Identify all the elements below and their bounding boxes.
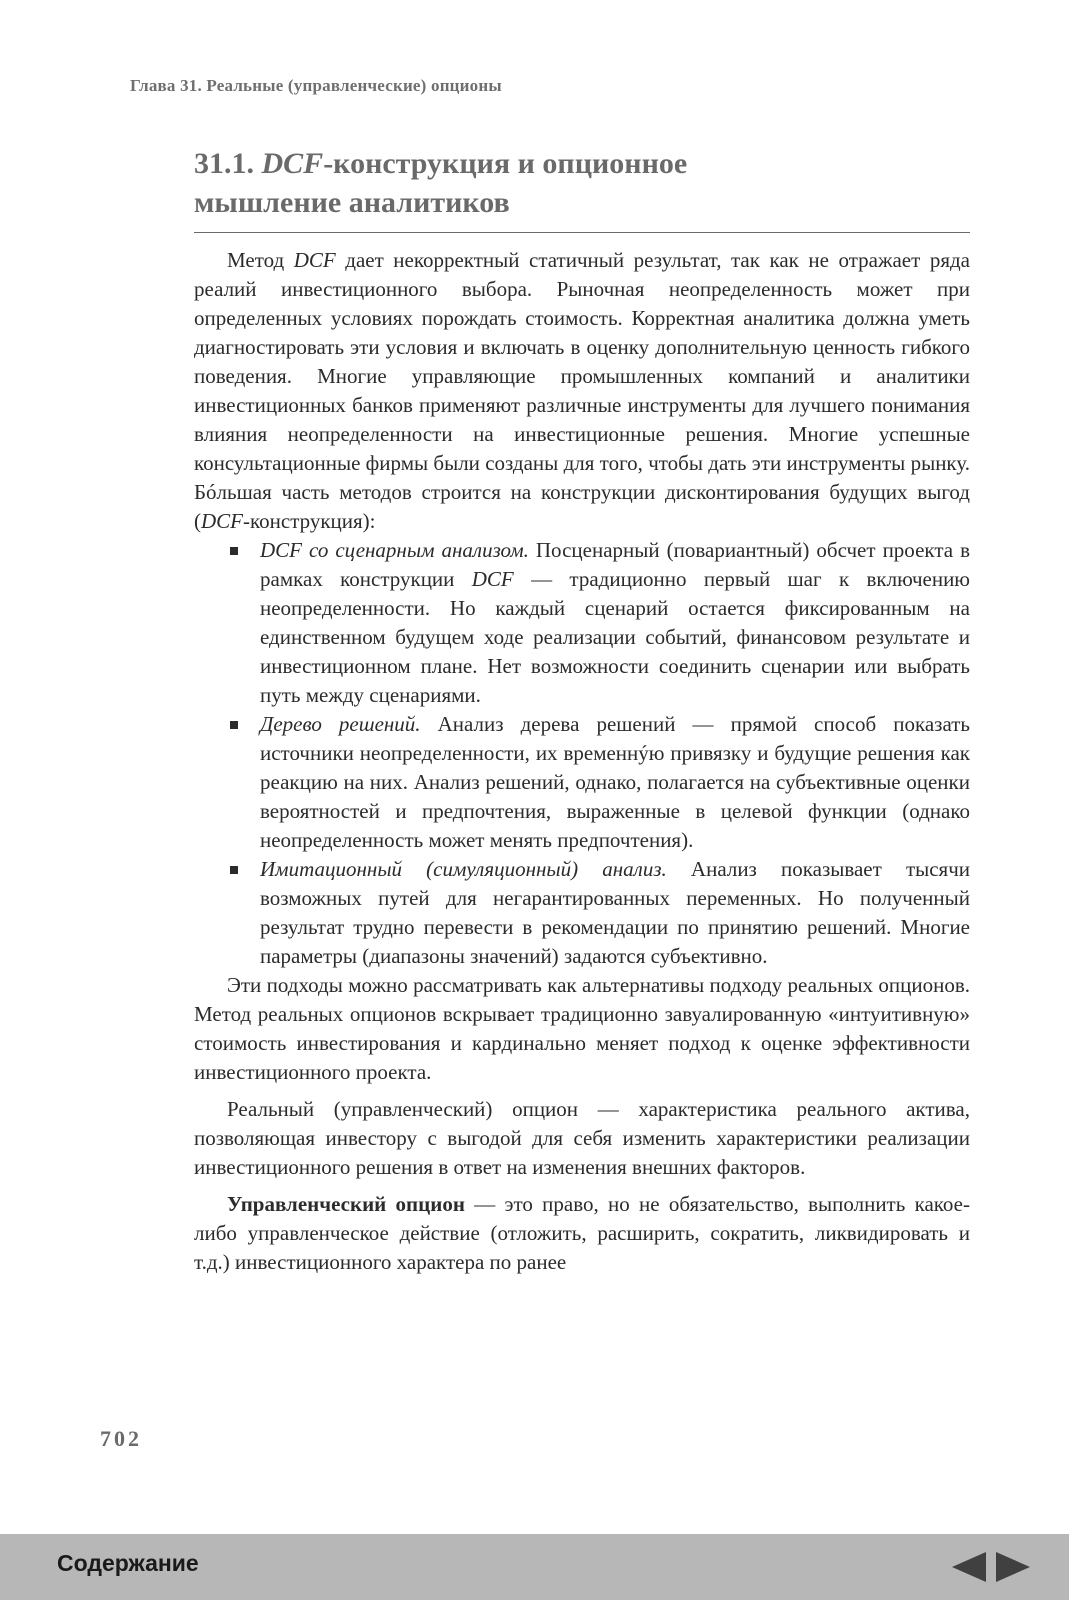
managerial-option-term: Управленческий опцион: [227, 1192, 465, 1216]
square-bullet-icon: [230, 866, 238, 874]
contents-link[interactable]: Содержание: [57, 1550, 199, 1576]
body-text: [194, 246, 970, 1277]
section-title-italic: DCF: [261, 147, 324, 180]
list-item-term: Дерево решений.: [260, 712, 421, 736]
list-item: [260, 710, 970, 855]
footer-navigation-bar: [0, 1534, 1069, 1600]
next-page-arrow: [996, 1552, 1030, 1582]
list-item: [260, 536, 970, 710]
next-page-icon[interactable]: [996, 1552, 1030, 1582]
square-bullet-icon: [230, 547, 238, 555]
list-item: [260, 855, 970, 971]
section-title-line1: [194, 144, 974, 183]
paragraph-intro-text-1: Метод: [227, 248, 294, 272]
methods-list: [194, 536, 970, 971]
paragraph-managerial-option: [194, 1190, 970, 1277]
paragraph-alternatives: Эти подходы можно рассматривать как альтернативы подходу реальных опционов. Метод реальных опционов вскрывает традиционно завуалированную «интуитивную» стоимость инвестирования и кардинально меняет подход к оценке эффективности инвестиционного проекта.: [194, 973, 970, 1084]
list-item-text: — традиционно первый шаг к включению неопределенности. Но каждый сценарий остается фиксированным на единственном будущем ходе реализации событий, финансовом результате и инвестиционном плане. Нет возможности соединить сценарии или выбрать путь между сценариями.: [260, 567, 971, 707]
list-item-text: Анализ дерева решений — прямой способ показать источники неопределенности, их временнýю привязку и будущие решения как реакцию на них. Анализ решений, однако, полагается на субъективные оценки вероятностей и предпочтения, выраженные в целевой функции (однако неопределенность может менять предпочтения).: [260, 712, 970, 852]
previous-page-icon[interactable]: [952, 1552, 986, 1582]
paragraph-intro: [194, 246, 970, 536]
section-title-line2: мышление аналитиков: [194, 186, 510, 219]
dcf-term: DCF: [471, 567, 514, 591]
paragraph-real-option-definition: Реальный (управленческий) опцион — характеристика реального актива, позволяющая инвестору с выгодой для себя изменить характеристики реализации инвестиционного решения в ответ на изменения внешних факторов.: [194, 1097, 970, 1179]
square-bullet-icon: [230, 721, 238, 729]
section-title-rest: -конструкция и опционное: [323, 147, 688, 180]
list-item-term: Имитационный (симуляционный) анализ.: [260, 857, 667, 881]
dcf-term: DCF: [201, 509, 243, 533]
page-number: 702: [100, 1426, 142, 1451]
dcf-term: DCF: [293, 248, 336, 272]
title-divider: [194, 232, 970, 233]
list-item-text: Анализ показывает тысячи возможных путей для негарантированных переменных. Но полученный результат трудно перевести в рекомендации по принятию решений. Многие параметры (диапазоны значений) задаются субъективно.: [260, 857, 971, 968]
list-item-term: DCF со сценарным анализом.: [260, 538, 529, 562]
paragraph-intro-text-2: дает некорректный статичный результат, так как не отражает ряда реалий инвестиционного выбора. Рыночная неопределенность может при определенных условиях порождать стоимость. Корректная аналитика должна уметь диагностировать эти условия и включать в оценку дополнительную ценность гибкого поведения. Многие управляющие промышленных компаний и аналитики инвестиционных банков применяют различные инструменты для лучшего понимания влияния неопределенности на инвестиционные решения. Многие успешные консультационные фирмы были созданы для того, чтобы дать эти инструменты рынку. Бóльшая часть методов строится на конструкции дисконтирования будущих выгод (: [194, 248, 970, 533]
section-number: 31.1.: [194, 147, 254, 180]
section-title: [194, 144, 974, 222]
previous-page-arrow: [952, 1552, 986, 1582]
list-item-text: Посценарный (повариантный) обсчет проекта в рамках конструкции: [260, 538, 971, 591]
paragraph-intro-text-3: -конструкция):: [243, 509, 376, 533]
running-head: Глава 31. Реальные (управленческие) опционы: [130, 76, 502, 95]
paragraph-managerial-option-text: — это право, но не обязательство, выполнить какое-либо управленческое действие (отложить, расширить, сократить, ликвидировать и т.д.) инвестиционного характера по ранее: [194, 1192, 970, 1274]
